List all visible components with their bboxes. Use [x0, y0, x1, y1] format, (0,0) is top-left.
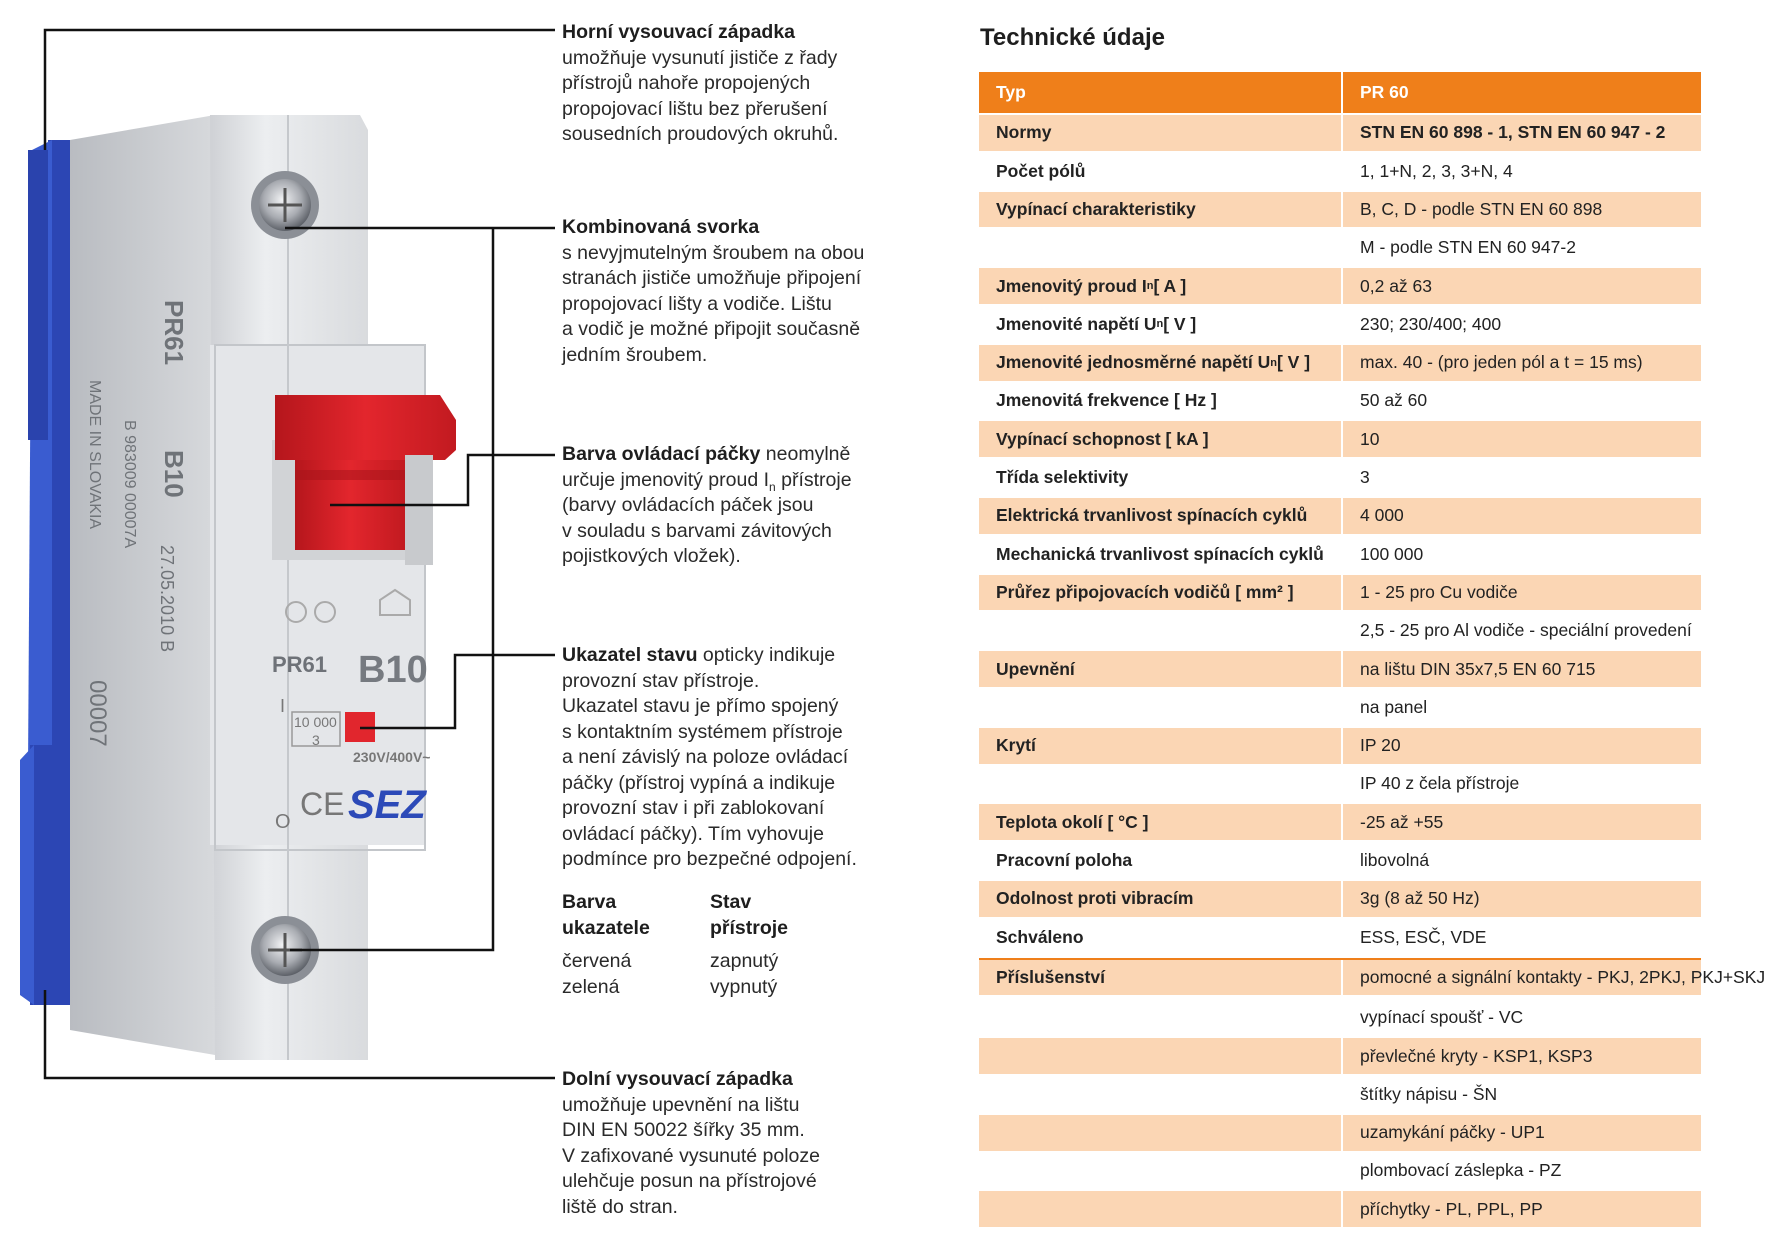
tech-value: libovolná [1360, 850, 1430, 871]
desc-line: a vodič je možné připojit současně [562, 318, 861, 340]
tech-key [979, 115, 1341, 151]
tech-key-text: Vypínací charakteristiky [996, 198, 1196, 219]
ce-mark: CE [300, 786, 345, 822]
tech-key: Jmenovité jednosměrné napětí U n [ V ] [979, 345, 1341, 381]
front-model-text: PR61 [272, 652, 328, 677]
tech-row [979, 728, 1701, 766]
housing-front [210, 115, 425, 1060]
tech-key [979, 383, 1341, 419]
tech-key-text: Vypínací schopnost [ kA ] [996, 428, 1209, 449]
desc-line: propojovací lišty a vodiče. Lištu [562, 292, 832, 315]
tech-value: převlečné kryty - KSP1, KSP3 [1343, 1038, 1701, 1074]
tech-key-text: Odolnost proti vibracím [996, 888, 1194, 909]
tech-key-text: Krytí [996, 735, 1036, 756]
desc-line: ulehčuje posun na přístrojové [562, 1170, 817, 1192]
tech-row [979, 575, 1701, 613]
tech-key [979, 766, 1341, 802]
desc-line: (barvy ovládacích páček jsou [562, 494, 814, 516]
desc-line: přístrojů nahoře propojených [562, 72, 811, 94]
tech-key [979, 1153, 1341, 1189]
tech-value: příchytky - PL, PPL, PP [1343, 1191, 1701, 1227]
tech-key [979, 153, 1341, 189]
desc-line: stranách jističe umožňuje připojení [562, 267, 862, 289]
tech-key [979, 1191, 1341, 1227]
desc-line: pojistkových vložek). [562, 545, 741, 567]
tech-row [979, 345, 1701, 383]
legend-color-green: zelená [562, 975, 620, 998]
tech-key-text: [ A ] [1153, 275, 1187, 296]
desc-line: ovládací páčky). Tím vyhovuje [562, 822, 824, 845]
legend-head: Stav [710, 891, 752, 913]
legend-color-red: červená [562, 950, 632, 972]
tech-key-text: Normy [996, 122, 1052, 143]
tech-key [979, 960, 1341, 996]
desc-line: podmínce pro bezpečné odpojení. [562, 848, 857, 870]
tech-row [979, 958, 1765, 1000]
desc-line: sousedních proudových okruhů. [562, 123, 839, 145]
desc-title: Kombinovaná svorka [562, 216, 760, 238]
tech-value: 50 až 60 [1360, 390, 1428, 411]
tech-key-text: Jmenovitý proud I [996, 275, 1147, 296]
tech-row [979, 651, 1701, 689]
tech-value: na panel [1360, 696, 1428, 717]
side-counter-text: 00007 [84, 680, 111, 747]
tech-row [979, 230, 1701, 268]
tech-value: vypínací spoušť - VC [1360, 1007, 1524, 1028]
tech-key-text: Jmenovité jednosměrné napětí U [996, 352, 1271, 373]
tech-row [979, 919, 1701, 957]
side-made-in-text: MADE IN SLOVAKIA [86, 380, 103, 530]
tech-value: na lištu DIN 35x7,5 EN 60 715 [1343, 651, 1701, 687]
front-rating-text: B10 [358, 649, 428, 691]
desc-bottom-latch [562, 1067, 922, 1220]
desc-line: určuje jmenovitý proud I [562, 468, 770, 491]
tech-row [979, 881, 1701, 919]
tech-row [979, 536, 1701, 574]
breaking-capacity-text: 10 000 [294, 714, 337, 730]
housing-side [70, 115, 215, 1055]
legend-head: Barva [562, 891, 617, 913]
tech-key [979, 421, 1341, 457]
tech-key-text: Schváleno [996, 926, 1084, 947]
tech-key-text: Teplota okolí [ °C ] [996, 811, 1149, 832]
tech-row [979, 421, 1701, 459]
tech-value: 2,5 - 25 pro Al vodiče - speciální provedení [1360, 620, 1692, 641]
side-model-text: PR61 [159, 300, 189, 366]
switch-on-mark: I [280, 696, 286, 716]
tech-row [979, 804, 1701, 842]
tech-row [979, 115, 1701, 153]
desc-line: přístroje [775, 468, 852, 491]
tech-value: ESS, ESČ, VDE [1360, 926, 1487, 947]
tech-value: B, C, D - podle STN EN 60 898 [1343, 192, 1701, 228]
tech-value: 3g (8 až 50 Hz) [1343, 881, 1701, 917]
desc-title: Ukazatel stavu [562, 644, 698, 666]
tech-key [979, 1115, 1341, 1151]
tech-value: 1, 1+N, 2, 3, 3+N, 4 [1360, 160, 1513, 181]
legend-state-on: zapnutý [710, 950, 779, 972]
tech-value: 3 [1360, 467, 1370, 488]
tech-value: 1 - 25 pro Cu vodiče [1343, 575, 1701, 611]
tech-row [979, 1153, 1701, 1191]
tech-key-text: Elektrická trvanlivost spínacích cyklů [996, 505, 1308, 526]
tech-row [979, 1038, 1701, 1076]
desc-top-latch [562, 20, 922, 148]
tech-value: 100 000 [1360, 543, 1424, 564]
tech-key [979, 613, 1341, 649]
tech-title: Technické údaje [980, 24, 1165, 51]
tech-key [979, 881, 1341, 917]
tech-key-text: Průřez připojovacích vodičů [ mm² ] [996, 581, 1294, 602]
tech-value: max. 40 - (pro jeden pól a t = 15 ms) [1343, 345, 1701, 381]
tech-key-text: [ V ] [1163, 313, 1197, 334]
desc-lever-color [562, 442, 922, 570]
tech-row [979, 1191, 1701, 1229]
side-rating-text: B10 [159, 450, 189, 498]
tech-value: pomocné a signální kontakty - PKJ, 2PKJ, PKJ+SKJ [1343, 960, 1701, 996]
tech-key [979, 192, 1341, 228]
tech-key-text: Pracovní poloha [996, 850, 1133, 871]
legend-head: přístroje [710, 916, 789, 939]
tech-value: IP 40 z čela přístroje [1360, 773, 1520, 794]
side-date-text: 27.05.2010 B [157, 545, 177, 653]
tech-value: 230; 230/400; 400 [1360, 313, 1502, 334]
legend-head: ukazatele [562, 916, 650, 939]
switch-off-mark: O [275, 811, 291, 833]
tech-row [979, 1115, 1701, 1153]
desc-title-rest: neomylně [760, 443, 851, 465]
desc-line: provozní stav přístroje. [562, 669, 760, 692]
tech-row [979, 153, 1701, 191]
tech-value: plombovací záslepka - PZ [1360, 1160, 1562, 1181]
tech-value: štítky nápisu - ŠN [1360, 1083, 1498, 1104]
tech-row [979, 613, 1701, 651]
tech-key [979, 1000, 1341, 1036]
operating-lever [272, 395, 456, 565]
tech-row [979, 766, 1701, 804]
desc-line: provozní stav i při zablokovaní [562, 797, 825, 819]
tech-key-text: Mechanická trvanlivost spínacích cyklů [996, 543, 1324, 564]
desc-status-indicator [562, 643, 922, 873]
tech-key [979, 230, 1341, 266]
selectivity-class-text: 3 [312, 732, 320, 748]
voltage-text: 230V/400V~ [353, 749, 431, 765]
tech-header-row [979, 72, 1701, 115]
desc-line: a není závislý na poloze ovládací [562, 746, 849, 768]
desc-line: liště do stran. [562, 1195, 678, 1218]
tech-value: M - podle STN EN 60 947-2 [1360, 237, 1576, 258]
tech-row [979, 498, 1701, 536]
tech-key: Jmenovité napětí U n [ V ] [996, 313, 1197, 334]
desc-line: v souladu s barvami závitových [562, 519, 832, 542]
side-serial-text: B 983009 00007A [121, 420, 138, 549]
tech-key-text: Třída selektivity [996, 467, 1129, 488]
tech-table [979, 72, 1765, 1230]
tech-value: uzamykání páčky - UP1 [1343, 1115, 1701, 1151]
tech-key [979, 460, 1341, 496]
tech-key [979, 536, 1341, 572]
tech-value: 10 [1343, 421, 1701, 457]
tech-row [979, 1076, 1701, 1114]
tech-key: Jmenovitý proud I n [ A ] [979, 268, 1341, 304]
desc-title-rest: opticky indikuje [697, 644, 836, 666]
desc-line: s nevyjmutelným šroubem na obou [562, 241, 865, 264]
tech-value: 0,2 až 63 [1343, 268, 1701, 304]
desc-title: Horní vysouvací západka [562, 21, 796, 43]
desc-line: s kontaktním systémem přístroje [562, 720, 843, 743]
tech-row [979, 843, 1701, 881]
desc-line: propojovací lištu bez přerušení [562, 97, 828, 120]
tech-key-text: [ V ] [1276, 352, 1311, 373]
tech-value: IP 20 [1343, 728, 1701, 764]
tech-row [979, 306, 1701, 344]
tech-key-text: Jmenovité napětí U [996, 313, 1157, 334]
tech-key [979, 804, 1341, 840]
tech-key [979, 575, 1341, 611]
desc-line: umožňuje vysunutí jističe z řady [562, 46, 838, 69]
tech-row [979, 460, 1701, 498]
desc-title: Barva ovládací páčky [562, 443, 761, 465]
brand-logo: SEZ [348, 783, 426, 827]
tech-key-text: Jmenovitá frekvence [ Hz ] [996, 390, 1217, 411]
legend-state-off: vypnutý [710, 975, 778, 998]
tech-key [979, 1038, 1341, 1074]
desc-subscript: n [769, 479, 776, 494]
tech-value: -25 až +55 [1343, 804, 1701, 840]
tech-key-text: Počet pólů [996, 160, 1086, 181]
tech-row [979, 192, 1701, 230]
circuit-breaker-illustration [0, 0, 540, 1240]
tech-key [979, 651, 1341, 687]
tech-row [979, 383, 1701, 421]
tech-key [979, 1076, 1341, 1112]
tech-header-value: PR 60 [1343, 72, 1701, 113]
tech-value: 4 000 [1343, 498, 1701, 534]
tech-value: STN EN 60 898 - 1, STN EN 60 947 - 2 [1343, 115, 1701, 151]
tech-key [979, 498, 1341, 534]
tech-key [979, 843, 1341, 879]
tech-row [979, 1000, 1701, 1038]
desc-line: Ukazatel stavu je přímo spojený [562, 695, 839, 717]
desc-line: páčky (přístroj vypíná a indikuje [562, 771, 836, 794]
tech-row [979, 268, 1701, 306]
tech-key [979, 728, 1341, 764]
tech-key-text: Příslušenství [996, 966, 1105, 987]
desc-line: V zafixované vysunuté poloze [562, 1144, 820, 1167]
desc-line: umožňuje upevnění na lištu [562, 1093, 800, 1116]
tech-row [979, 689, 1701, 727]
desc-line: DIN EN 50022 šířky 35 mm. [562, 1119, 805, 1141]
tech-key-text: Upevnění [996, 658, 1075, 679]
tech-key [979, 919, 1341, 955]
desc-line: jedním šroubem. [562, 343, 708, 366]
tech-header-key: Typ [979, 72, 1341, 113]
desc-terminal [562, 215, 922, 368]
desc-title: Dolní vysouvací západka [562, 1068, 793, 1090]
tech-key [979, 689, 1341, 725]
